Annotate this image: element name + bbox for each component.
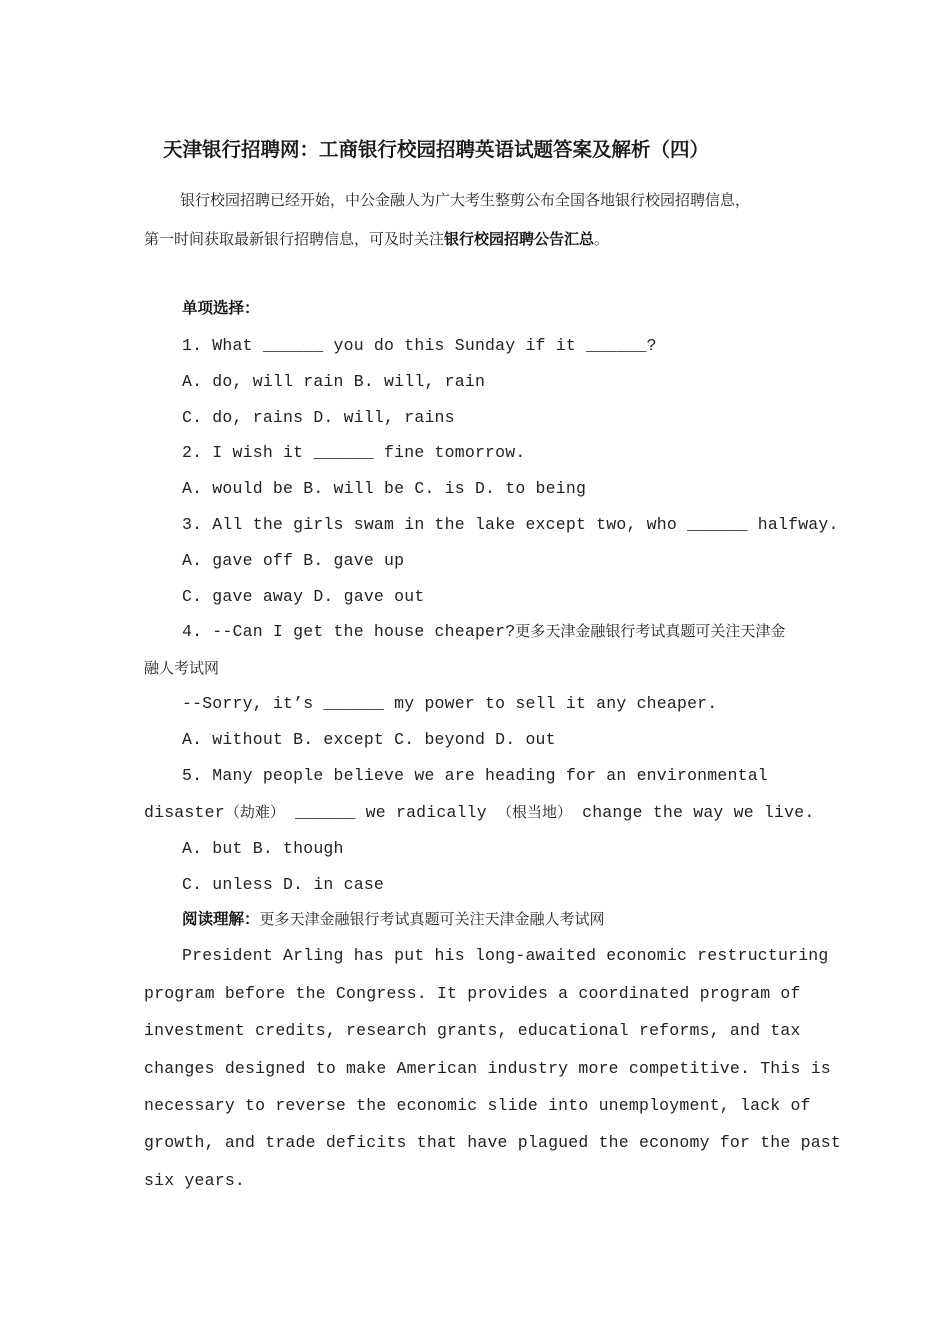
question-5: 5. Many people believe we are heading for an environmental xyxy=(182,766,768,785)
question-4-note: 更多天津金融银行考试真题可关注 xyxy=(515,622,741,640)
question-3-options-ab: A. gave off B. gave up xyxy=(182,551,405,570)
passage-line-4: changes designed to make American industry more competitive. This is xyxy=(144,1059,831,1078)
passage-line-5: necessary to reverse the economic slide into unemployment, lack of xyxy=(144,1096,811,1115)
question-5-word: disaster xyxy=(144,803,225,822)
passage-line-6: growth, and trade deficits that have plagued the economy for the past xyxy=(144,1133,842,1152)
bank-recruitment-summary-link[interactable]: 银行校园招聘公告汇总 xyxy=(444,230,595,248)
question-4 xyxy=(182,624,785,641)
passage-line-2: program before the Congress. It provides a coordinated program of xyxy=(144,984,801,1003)
question-5-end: change the way we live. xyxy=(572,803,815,822)
question-3: 3. All the girls swam in the lake except two, who ______ halfway. xyxy=(182,515,839,534)
question-1-options-cd: C. do, rains D. will, rains xyxy=(182,408,455,427)
question-5-blank: ______ we radically xyxy=(284,803,497,822)
question-5-options-ab: A. but B. though xyxy=(182,839,344,858)
intro-line-2 xyxy=(144,232,609,247)
intro-line-2-end: 。 xyxy=(594,230,610,248)
question-5-gloss-1: （劫难） xyxy=(224,803,285,821)
intro-line-1: 银行校园招聘已经开始，中公金融人为广大考生整剪公布全国各地银行校园招聘信息， xyxy=(180,191,751,209)
question-2: 2. I wish it ______ fine tomorrow. xyxy=(182,443,526,462)
question-4-link-continued[interactable]: 融人考试网 xyxy=(144,659,220,677)
question-4-options: A. without B. except C. beyond D. out xyxy=(182,730,556,749)
passage-line-1: President Arling has put his long-awaited economic restructuring xyxy=(182,946,829,965)
reading-note: 更多天津金融银行考试真题可关注 xyxy=(259,910,485,928)
question-5-gloss-2: （根当地） xyxy=(496,803,572,821)
reading-heading xyxy=(182,912,605,928)
question-5-line-2 xyxy=(144,805,814,822)
question-3-options-cd: C. gave away D. gave out xyxy=(182,587,425,606)
passage-line-7: six years. xyxy=(144,1171,246,1190)
question-4-reply: --Sorry, it’s ______ my power to sell it any cheaper. xyxy=(182,694,718,713)
tianjin-exam-site-link[interactable]: 天津金 xyxy=(740,622,786,640)
section-single-choice: 单项选择： xyxy=(182,299,260,317)
intro-line-2-text: 第一时间获取最新银行招聘信息，可及时关注 xyxy=(144,230,445,248)
page-title: 天津银行招聘网：工商银行校园招聘英语试题答案及解析（四） xyxy=(163,138,710,161)
passage-line-3: investment credits, research grants, educational reforms, and tax xyxy=(144,1021,801,1040)
question-1: 1. What ______ you do this Sunday if it ______? xyxy=(182,336,657,355)
section-reading: 阅读理解： xyxy=(182,910,260,928)
question-1-options-ab: A. do, will rain B. will, rain xyxy=(182,372,486,391)
question-4-english: 4. --Can I get the house cheaper? xyxy=(182,622,516,641)
question-2-options: A. would be B. will be C. is D. to being xyxy=(182,479,587,498)
reading-exam-site-link[interactable]: 天津金融人考试网 xyxy=(484,910,605,928)
question-5-options-cd: C. unless D. in case xyxy=(182,875,385,894)
